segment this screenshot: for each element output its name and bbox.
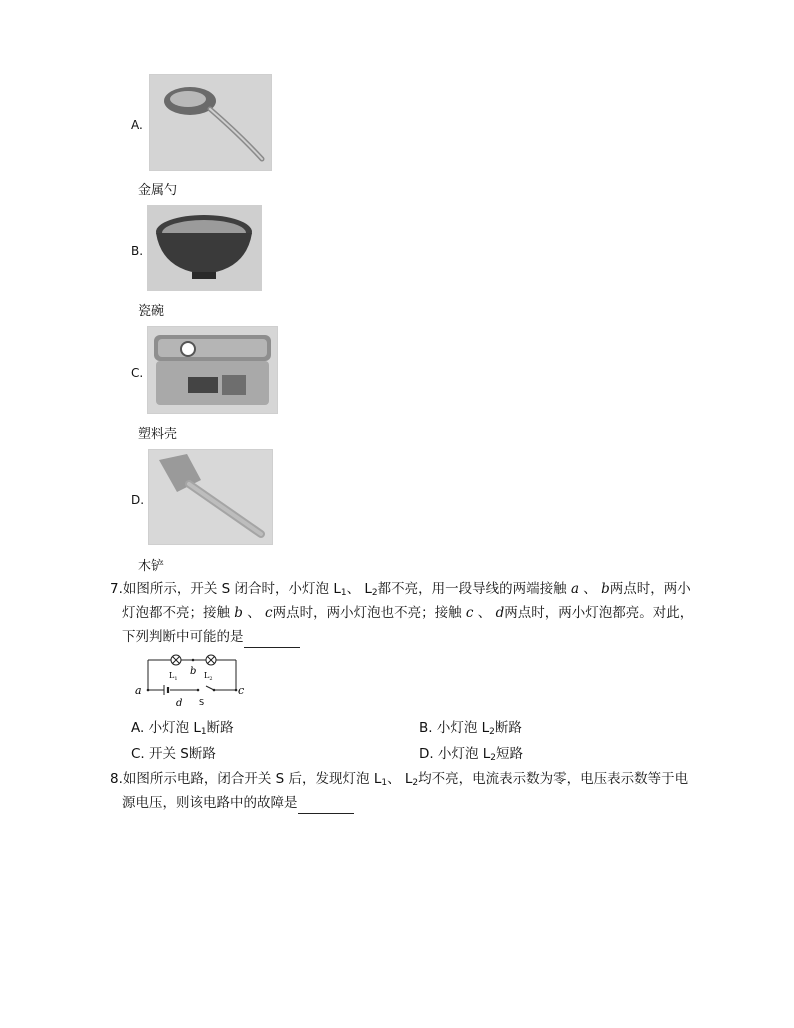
option-d-caption: 木铲 <box>138 559 165 574</box>
circuit-diagram <box>130 652 250 712</box>
label-s: S <box>199 698 205 707</box>
ceramic-bowl-photo <box>147 205 262 291</box>
answer-blank[interactable] <box>244 633 300 648</box>
question-8-line-2: 源电压，则该电路中的故障是 <box>122 792 354 814</box>
label-d: d <box>176 698 183 709</box>
lamp-l2-icon <box>206 655 216 665</box>
label-l2: $L_2$ <box>204 671 213 682</box>
option-c-caption: 塑料壳 <box>138 427 178 442</box>
question-7-line-2: 灯泡都不亮；接触 b 、 c两点时，两小灯泡也不亮；接触 c 、 d两点时，两小灯泡都亮。对此， <box>122 605 694 621</box>
option-a-letter: A. <box>131 118 143 132</box>
question-7-line-1: 7.如图所示，开关 S 闭合时，小灯泡 $L_1$、 $L_2$都不亮，用一段导线的两端接触 a 、 b两点时，两小 <box>110 581 691 598</box>
option-b-caption: 瓷碗 <box>138 304 165 319</box>
label-a: a <box>135 684 142 697</box>
question-8-number: 8. <box>110 771 123 787</box>
metal-spoon-photo <box>149 74 272 171</box>
q7-option-c[interactable]: C. 开关 S断路 <box>131 746 216 762</box>
option-d-letter: D. <box>131 493 145 507</box>
q7-option-d[interactable]: D. 小灯泡 $L_2$短路 <box>419 746 524 763</box>
battery-icon <box>164 685 168 695</box>
question-7-line-3: 下列判断中可能的是 <box>122 626 300 648</box>
question-8-line-1: 8.如图所示电路，闭合开关 S 后，发现灯泡 $L_1$、 $L_2$均不亮，电流表示数为零，电压表示数等于电 <box>110 771 689 788</box>
q7-option-a[interactable]: A. 小灯泡 $L_1$断路 <box>131 720 234 737</box>
label-b: b <box>190 666 197 677</box>
label-c: c <box>238 684 245 697</box>
answer-blank[interactable] <box>298 799 354 814</box>
lamp-l1-icon <box>171 655 181 665</box>
option-b-letter: B. <box>131 244 144 258</box>
wooden-spatula-photo <box>148 449 273 545</box>
q7-option-b[interactable]: B. 小灯泡 $L_2$断路 <box>419 720 522 737</box>
plastic-box-photo <box>147 326 278 414</box>
option-a-caption: 金属勺 <box>138 183 178 198</box>
option-c-letter: C. <box>131 366 144 380</box>
label-l1: $L_1$ <box>169 671 178 682</box>
question-7-number: 7. <box>110 581 123 597</box>
